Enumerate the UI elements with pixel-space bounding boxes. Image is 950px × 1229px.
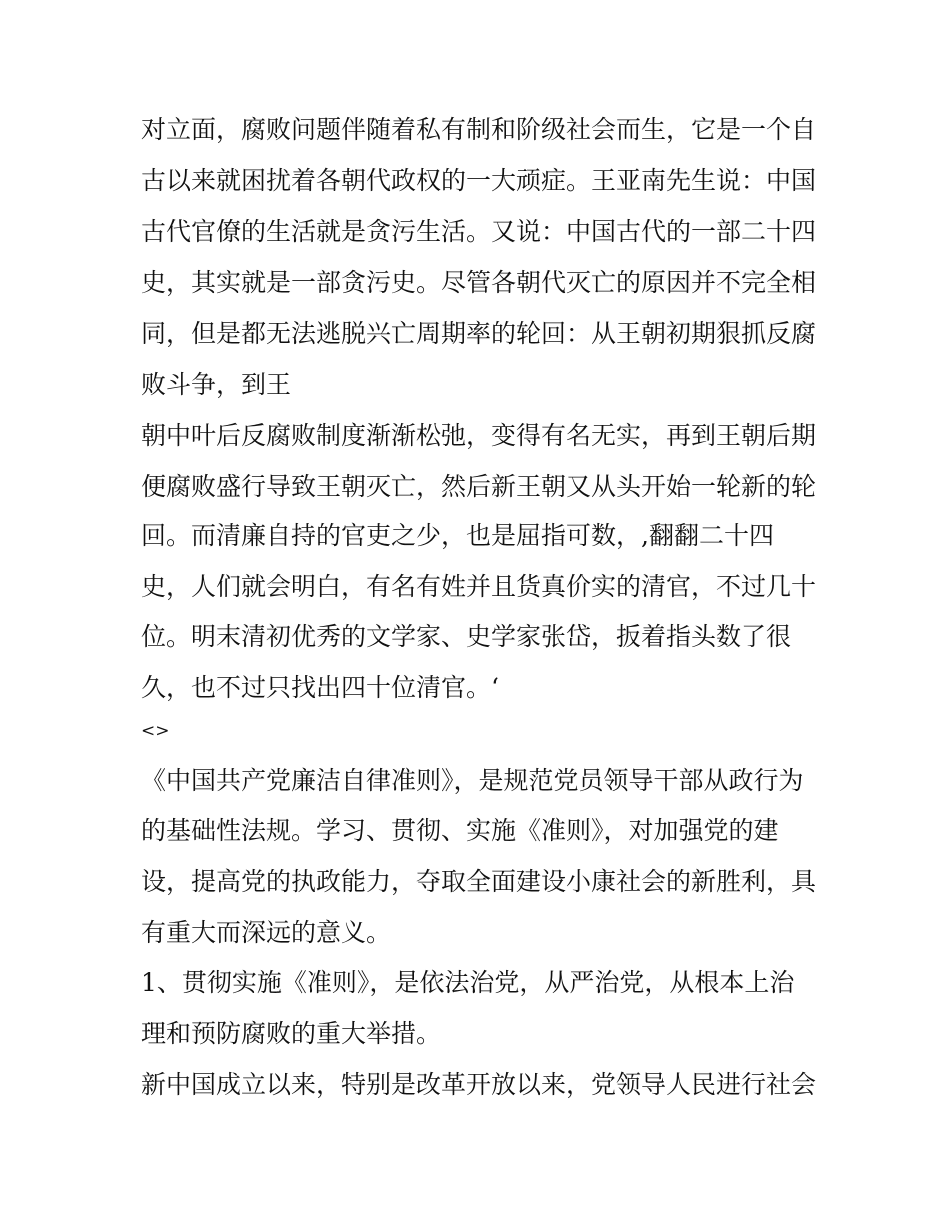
paragraph-line: 史，其实就是一部贪污史。尽管各朝代灭亡的原因并不完全相 — [141, 268, 817, 297]
paragraph-line: 回。而清廉自持的官吏之少，也是屈指可数，,翻翻二十四 — [141, 521, 774, 550]
paragraph-line: 久，也不过只找出四十位清官。‘ — [141, 673, 499, 702]
paragraph-line: <> — [141, 721, 170, 741]
paragraph-line: 朝中叶后反腐败制度渐渐松弛，变得有名无实，再到王朝后期 — [141, 421, 817, 450]
paragraph-line: 理和预防腐败的重大举措。 — [141, 1019, 442, 1048]
paragraph-line: 1、贯彻实施《准则》，是依法治党，从严治党，从根本上治 — [141, 968, 795, 997]
paragraph-line: 位。明末清初优秀的文学家、史学家张岱，扳着指头数了很 — [141, 622, 792, 651]
paragraph-line: 便腐败盛行导致王朝灭亡，然后新王朝又从头开始一轮新的轮 — [141, 472, 817, 501]
paragraph-line: 古以来就困扰着各朝代政权的一大顽症。王亚南先生说：中国 — [141, 166, 817, 195]
paragraph-line: 对立面，腐败问题伴随着私有制和阶级社会而生，它是一个自 — [141, 115, 817, 144]
paragraph-line: 设，提高党的执政能力，夺取全面建设小康社会的新胜利，具 — [141, 867, 817, 896]
paragraph-line: 有重大而深远的意义。 — [141, 918, 392, 947]
paragraph-line: 新中国成立以来，特别是改革开放以来，党领导人民进行社会 — [141, 1070, 817, 1099]
paragraph-line: 《中国共产党廉洁自律准则》，是规范党员领导干部从政行为 — [141, 766, 804, 795]
paragraph-line: 的基础性法规。学习、贯彻、实施《准则》，对加强党的建 — [141, 816, 779, 845]
paragraph-line: 败斗争，到王 — [141, 370, 292, 399]
paragraph-line: 史，人们就会明白，有名有姓并且货真价实的清官，不过几十 — [141, 572, 817, 601]
paragraph-line: 同，但是都无法逃脱兴亡周期率的轮回：从王朝初期狠抓反腐 — [141, 319, 817, 348]
paragraph-line: 古代官僚的生活就是贪污生活。又说：中国古代的一部二十四 — [141, 217, 817, 246]
